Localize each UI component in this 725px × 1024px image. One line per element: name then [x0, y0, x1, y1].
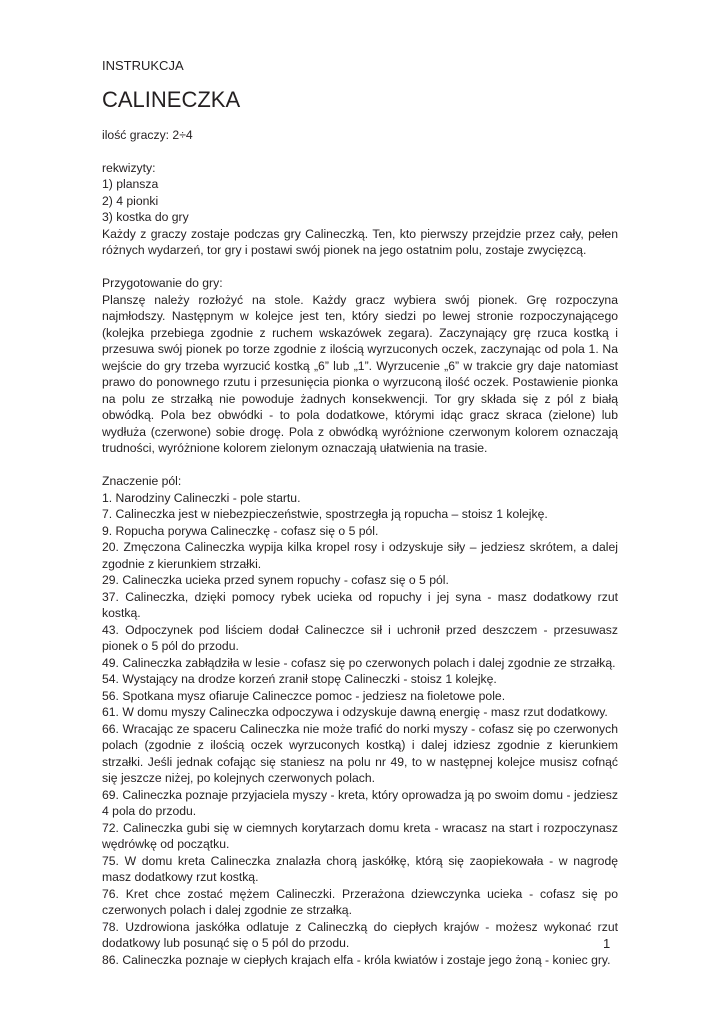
field-item: 78. Uzdrowiona jaskółka odlatuje z Calineczką do ciepłych krajów - możesz wykonać rzut dodatkowy lub posunąć się o 5 pól do przodu. — [102, 919, 618, 950]
field-item: 1. Narodziny Calineczki - pole startu. — [102, 490, 301, 505]
field-item: 61. W domu myszy Calineczka odpoczywa i odzyskuje dawną energię - masz rzut dodatkowy. — [102, 705, 608, 719]
field-item: 9. Ropucha porywa Calineczkę - cofasz się o 5 pól. — [102, 523, 379, 538]
field-item: 43. Odpoczynek pod liściem dodał Calineczce sił i uchronił przed deszczem - przesuwasz pionek o 5 pól do przodu. — [102, 622, 618, 653]
fields-heading: Znaczenie pól: — [102, 474, 182, 488]
field-item: 69. Calineczka poznaje przyjaciela myszy - kreta, który oprowadza ją po swoim domu - jedziesz 4 pola do przodu. — [102, 787, 618, 818]
preparation-heading: Przygotowanie do gry: — [102, 276, 223, 290]
field-item: 72. Calineczka gubi się w ciemnych korytarzach domu kreta - wracasz na start i rozpoczynasz wędrówkę od początku. — [102, 820, 618, 851]
intro-paragraph: Każdy z graczy zostaje podczas gry Calineczką. Ten, kto pierwszy przejdzie przez cały, pełen różnych wydarzeń, tor gry i postawi swój pionek na jego ostatnim polu, zostaje zwycięzcą. — [102, 226, 618, 257]
equipment-item: 3) kostka do gry — [102, 210, 189, 224]
document-body — [102, 58, 618, 968]
field-item: 75. W domu kreta Calineczka znalazła chorą jaskółkę, którą się zaopiekowała - w nagrodę masz dodatkowy rzut kostką. — [102, 853, 618, 884]
field-item: 66. Wracając ze spaceru Calineczka nie może trafić do norki myszy - cofasz się po czerwonych polach (zgodnie z ilością oczek wyrzuconych kostką) i dalej idziesz zgodnie z kierunkiem strzałki. Jeśli jednak cofając się staniesz na polu nr 49, to w następnej kolejce musisz cofnąć się jeszcze niżej, po kolejnych czerwonych polach. — [102, 721, 618, 785]
field-item: 54. Wystający na drodze korzeń zranił stopę Calineczki - stoisz 1 kolejkę. — [102, 672, 497, 686]
field-item: 20. Zmęczona Calineczka wypija kilka kropel rosy i odzyskuje siły – jedziesz skrótem, a dalej zgodnie z kierunkiem strzałki. — [102, 540, 618, 571]
field-item: 37. Calineczka, dzięki pomocy rybek ucieka od ropuchy i jej syna - masz dodatkowy rzut kostką. — [102, 589, 618, 620]
preparation-paragraph: Planszę należy rozłożyć na stole. Każdy gracz wybiera swój pionek. Grę rozpoczyna najmłodszy. Następnym w kolejce jest ten, który siedzi po lewej stronie rozpoczynającego (kolejka przebiega zgodnie z ruchem wskazówek zegara). Zaczynający grę rzuca kostką i przesuwa swój pionek po torze zgodnie z ilością wyrzuconych oczek, zaczynając od pola 1. Na wejście do gry trzeba wyrzucić kostką „6” lub „1”. Wyrzucenie „6” w trakcie gry daje natomiast prawo do ponownego rzutu i przesunięcia pionka o wyrzuconą ilość oczek. Postawienie pionka na polu ze strzałką nie powoduje żadnych konsekwencji. Tor gry składa się z pól z białą obwódką. Pola bez obwódki - to pola dodatkowe, którymi idąc gracz skraca (zielone) lub wydłuża (czerwone) sobie drogę. Pola z obwódką wyróżnione czerwonym kolorem oznaczają trudności, wyróżnione kolorem zielonym oznaczają ułatwienia na trasie. — [102, 292, 618, 455]
equipment-item: 1) plansza — [102, 177, 159, 191]
field-item: 86. Calineczka poznaje w ciepłych krajach elfa - króla kwiatów i zostaje jego żoną - koniec gry. — [102, 952, 611, 967]
page-title: CALINECZKA — [102, 86, 241, 112]
field-item: 29. Calineczka ucieka przed synem ropuchy - cofasz się o 5 pól. — [102, 573, 449, 587]
equipment-heading: rekwizyty: — [102, 160, 156, 175]
players-count: ilość graczy: 2÷4 — [102, 127, 193, 142]
field-item: 76. Kret chce zostać mężem Calineczki. Przerażona dziewczynka ucieka - cofasz się po czerwonych polach i dalej zgodnie ze strzałką. — [102, 886, 618, 917]
field-item: 56. Spotkana mysz ofiaruje Calineczce pomoc - jedziesz na fioletowe pole. — [102, 688, 506, 703]
page-number: 1 — [603, 936, 611, 951]
field-item: 7. Calineczka jest w niebezpieczeństwie, spostrzegła ją ropucha – stoisz 1 kolejkę. — [102, 507, 548, 521]
header-label: INSTRUKCJA — [102, 58, 184, 73]
equipment-item: 2) 4 pionki — [102, 193, 159, 208]
field-item: 49. Calineczka zabłądziła w lesie - cofasz się po czerwonych polach i dalej zgodnie ze strzałką. — [102, 655, 616, 670]
